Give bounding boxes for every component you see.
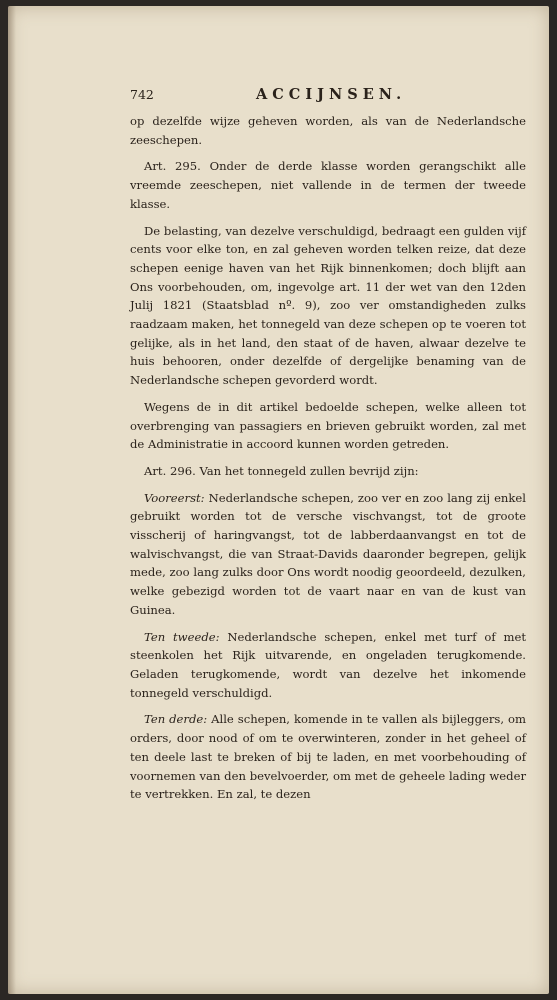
paragraph-text: Art. 295. Onder de derde klasse worden gerangschikt alle vreemde zeeschepen, niet vallende in de termen der tweede klasse.	[130, 159, 526, 211]
page-header	[130, 86, 526, 112]
paragraph-art-295	[130, 157, 526, 213]
running-head: ACCIJNSEN.	[256, 86, 407, 103]
paragraph-text: De belasting, van dezelve verschuldigd, bedraagt een gulden vijf cents voor elke ton, en zal geheven worden telken reize, dat deze schepen eenige haven van het Rijk binnenkomen; doch blijft aan Ons voorbehouden, om, ingevolge art. 11 der wet van den 12den Julij 1821 (Staatsblad nº. 9), zoo ver omstandigheden zulks raadzaam maken, het tonnegeld van deze schepen op te voeren tot gelijke, als in het land, den staat of de haven, alwaar dezelve te huis behooren, onder dezelfde of dergelijke benaming van de Nederlandsche schepen gevorderd wordt.	[130, 223, 526, 388]
paragraph-text: Alle schepen, komende in te vallen als bijleggers, om orders, door nood of om te overwinteren, zonder in het geheel of ten deele last te breken of bij te laden, en met voorbehouding of voornemen van den bevelvoerder, om met de geheele lading weder te vertrekken. En zal, te dezen	[130, 712, 527, 802]
paragraph-lead: Vooreerst:	[144, 490, 205, 505]
paragraph-ten-derde	[130, 710, 526, 804]
book-page	[8, 6, 549, 994]
paragraph-vooreerst	[130, 489, 526, 620]
paragraph-text: op dezelfde wijze geheven worden, als van de Nederlandsche zeeschepen.	[130, 114, 526, 147]
paragraph-text: Nederlandsche schepen, zoo ver en zoo lang zij enkel gebruikt worden tot de versche vischvangst, tot de groote visscherij of haringvangst, tot de labberdaanvangst en tot de walvischvangst, die van Straat-Davids daaronder begrepen, gelijk mede, zoo lang zulks door Ons wordt noodig geoordeeld, dezulken, welke gebezigd worden tot de vaart naar en van de kust van Guinea.	[130, 490, 526, 617]
paragraph-text: Art. 296. Van het tonnegeld zullen bevrijd zijn:	[144, 463, 419, 478]
paragraph-text: Wegens de in dit artikel bedoelde schepen, welke alleen tot overbrenging van passagiers en brieven gebruikt worden, zal met de Administratie in accoord kunnen worden getreden.	[130, 399, 526, 452]
paragraph-continuation	[130, 112, 526, 149]
text-block	[130, 86, 526, 812]
paragraph-lead: Ten tweede:	[144, 629, 220, 644]
paragraph-passagiers	[130, 398, 526, 454]
paragraph-ten-tweede	[130, 628, 526, 703]
page-number: 742	[130, 87, 154, 102]
paragraph-art-296	[130, 462, 526, 481]
paragraph-belasting	[130, 222, 526, 390]
paragraph-lead: Ten derde:	[144, 712, 208, 727]
paragraph-text: Nederlandsche schepen, enkel met turf of met steenkolen het Rijk uitvarende, en ongeladen terugkomende. Geladen terugkomende, wordt van dezelve het inkomende tonnegeld verschuldigd.	[130, 629, 527, 700]
